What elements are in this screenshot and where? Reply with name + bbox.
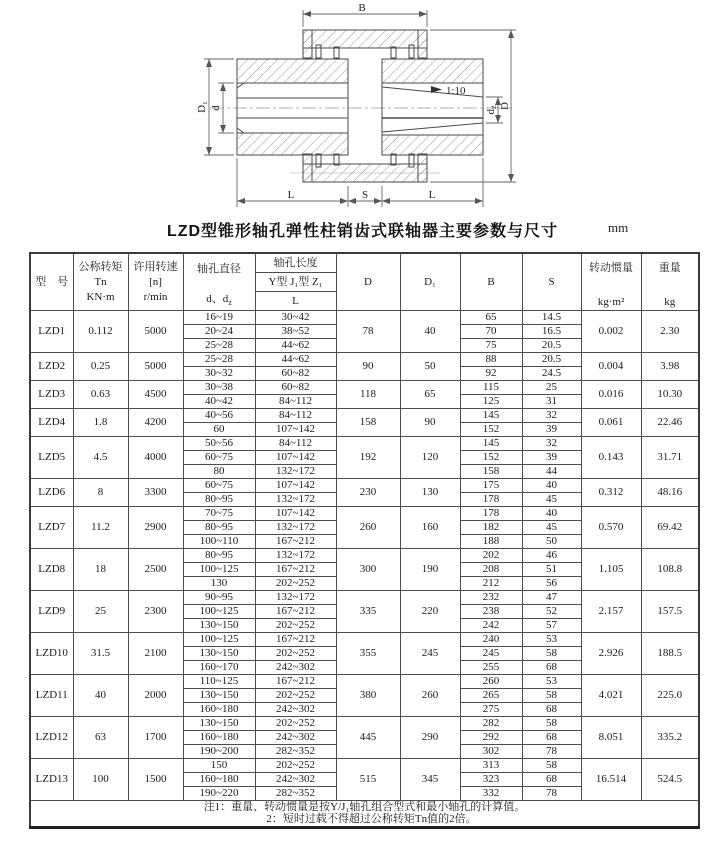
cell-inertia: 0.016 [581, 381, 641, 409]
cell-B: 175 [460, 479, 522, 493]
cell-bore-length: 242~302 [255, 731, 336, 745]
cell-inertia: 2.926 [581, 633, 641, 675]
cell-B: 202 [460, 549, 522, 563]
note-2: 2：短时过载不得超过公称转矩Tn值的2倍。 [266, 813, 477, 826]
cell-bore-length: 202~252 [255, 647, 336, 661]
cell-bore-length: 84~112 [255, 395, 336, 409]
cell-B: 70 [460, 325, 522, 339]
cell-D: 445 [336, 717, 400, 759]
cell-D: 355 [336, 633, 400, 675]
cell-speed: 5000 [128, 311, 183, 353]
cell-torque: 4.5 [73, 437, 128, 479]
title-row [0, 218, 725, 242]
cell-S: 52 [522, 605, 581, 619]
cell-bore-diameter: 160~180 [183, 703, 255, 717]
header-inertia: 转动惯量 kg·m² [581, 253, 641, 311]
table-notes [30, 801, 699, 828]
cell-bore-length: 132~172 [255, 521, 336, 535]
cell-S: 32 [522, 409, 581, 423]
table-row [30, 717, 699, 731]
cell-D: 230 [336, 479, 400, 507]
cell-bore-length: 84~112 [255, 409, 336, 423]
cell-bore-length: 132~172 [255, 493, 336, 507]
cell-bore-length: 167~212 [255, 563, 336, 577]
cell-torque: 25 [73, 591, 128, 633]
header-torque: 公称转矩 Tn KN·m [73, 253, 128, 311]
cell-weight: 48.16 [641, 479, 699, 507]
cell-D: 158 [336, 409, 400, 437]
cell-torque: 100 [73, 759, 128, 801]
cell-S: 56 [522, 577, 581, 591]
cell-bore-diameter: 60 [183, 423, 255, 437]
cell-B: 125 [460, 395, 522, 409]
cell-S: 68 [522, 731, 581, 745]
table-row [30, 633, 699, 647]
header-S: S [522, 253, 581, 311]
cell-S: 32 [522, 437, 581, 451]
cell-B: 242 [460, 619, 522, 633]
cell-torque: 1.8 [73, 409, 128, 437]
cell-inertia: 0.143 [581, 437, 641, 479]
cell-bore-diameter: 80~95 [183, 493, 255, 507]
cell-D: 118 [336, 381, 400, 409]
cell-S: 57 [522, 619, 581, 633]
cell-bore-length: 242~302 [255, 703, 336, 717]
cell-speed: 1700 [128, 717, 183, 759]
header-speed: 许用转速 [n] r/min [128, 253, 183, 311]
cell-inertia: 0.004 [581, 353, 641, 381]
cell-B: 188 [460, 535, 522, 549]
cell-B: 75 [460, 339, 522, 353]
cell-B: 152 [460, 423, 522, 437]
cell-weight: 69.42 [641, 507, 699, 549]
left-hub-hatch-bottom [237, 133, 348, 155]
cell-bore-length: 132~172 [255, 549, 336, 563]
table-row [30, 479, 699, 493]
top-sleeve [303, 30, 427, 48]
cell-S: 58 [522, 689, 581, 703]
cell-torque: 8 [73, 479, 128, 507]
cell-B: 152 [460, 451, 522, 465]
spec-table-wrap [29, 252, 700, 829]
cell-S: 45 [522, 521, 581, 535]
cell-model: LZD11 [30, 675, 73, 717]
cell-S: 53 [522, 633, 581, 647]
cell-bore-length: 107~142 [255, 507, 336, 521]
cell-D1: 220 [400, 591, 460, 633]
cell-bore-diameter: 80~95 [183, 521, 255, 535]
cell-S: 40 [522, 507, 581, 521]
cell-D: 380 [336, 675, 400, 717]
cell-speed: 1500 [128, 759, 183, 801]
cell-bore-diameter: 160~180 [183, 773, 255, 787]
cell-D1: 260 [400, 675, 460, 717]
cell-inertia: 16.514 [581, 759, 641, 801]
cell-bore-diameter: 100~125 [183, 563, 255, 577]
cell-B: 182 [460, 521, 522, 535]
top-sleeve-flange-right [418, 30, 427, 58]
table-row [30, 409, 699, 423]
cell-B: 240 [460, 633, 522, 647]
cell-D: 78 [336, 311, 400, 353]
cell-B: 265 [460, 689, 522, 703]
table-row [30, 675, 699, 689]
cell-B: 275 [460, 703, 522, 717]
cell-B: 178 [460, 493, 522, 507]
cell-torque: 0.25 [73, 353, 128, 381]
cell-S: 20.5 [522, 339, 581, 353]
cell-D1: 160 [400, 507, 460, 549]
cell-torque: 0.112 [73, 311, 128, 353]
table-row [30, 311, 699, 325]
cell-D1: 90 [400, 409, 460, 437]
cell-bore-diameter: 80~95 [183, 549, 255, 563]
cell-weight: 10.30 [641, 381, 699, 409]
cell-torque: 0.63 [73, 381, 128, 409]
cell-D1: 345 [400, 759, 460, 801]
cell-S: 68 [522, 703, 581, 717]
cell-bore-diameter: 100~110 [183, 535, 255, 549]
cell-S: 24.5 [522, 367, 581, 381]
cell-bore-diameter: 160~170 [183, 661, 255, 675]
table-row [30, 381, 699, 395]
cell-B: 88 [460, 353, 522, 367]
dim-label-B: B [358, 2, 366, 14]
cell-S: 68 [522, 661, 581, 675]
cell-bore-diameter: 20~24 [183, 325, 255, 339]
taper-annotation [431, 85, 466, 97]
cell-weight: 2.30 [641, 311, 699, 353]
left-chamfer-bottom [237, 128, 244, 133]
cell-inertia: 4.021 [581, 675, 641, 717]
bottom-sleeve-flange-left [303, 154, 312, 182]
cell-model: LZD12 [30, 717, 73, 759]
cell-bore-length: 202~252 [255, 717, 336, 731]
cell-model: LZD4 [30, 409, 73, 437]
dim-label-d: d [210, 105, 222, 111]
cell-D: 515 [336, 759, 400, 801]
cell-bore-length: 167~212 [255, 633, 336, 647]
cell-S: 78 [522, 787, 581, 801]
cell-bore-diameter: 130~150 [183, 717, 255, 731]
cell-bore-length: 132~172 [255, 465, 336, 479]
cell-bore-diameter: 100~125 [183, 605, 255, 619]
notes-row [30, 801, 699, 828]
cell-speed: 2100 [128, 633, 183, 675]
cell-model: LZD3 [30, 381, 73, 409]
cell-speed: 2900 [128, 507, 183, 549]
cell-D1: 130 [400, 479, 460, 507]
cell-bore-diameter: 50~56 [183, 437, 255, 451]
bottom-sleeve [303, 164, 427, 182]
cell-S: 31 [522, 395, 581, 409]
cell-model: LZD13 [30, 759, 73, 801]
cell-D: 300 [336, 549, 400, 591]
cell-bore-length: 167~212 [255, 605, 336, 619]
cell-B: 145 [460, 409, 522, 423]
cell-bore-diameter: 130~150 [183, 689, 255, 703]
coupling-body [237, 30, 483, 182]
cell-B: 238 [460, 605, 522, 619]
cell-S: 39 [522, 423, 581, 437]
bottom-sleeve-flange-right [418, 154, 427, 182]
header-D: D [336, 253, 400, 311]
cell-bore-length: 282~352 [255, 745, 336, 759]
table-body [30, 311, 699, 801]
cell-speed: 2300 [128, 591, 183, 633]
cell-inertia: 0.312 [581, 479, 641, 507]
left-chamfer-top [237, 83, 244, 88]
cell-S: 53 [522, 675, 581, 689]
cell-bore-diameter: 60~75 [183, 451, 255, 465]
cell-D1: 190 [400, 549, 460, 591]
pin [391, 47, 396, 58]
cell-D1: 65 [400, 381, 460, 409]
cell-bore-diameter: 190~200 [183, 745, 255, 759]
header-bore-diameter: 轴孔直径 d、$d_z$ [183, 253, 255, 311]
left-hub-hatch-top [237, 59, 348, 83]
cell-bore-diameter: 150 [183, 759, 255, 773]
cell-weight: 335.2 [641, 717, 699, 759]
cell-B: 145 [460, 437, 522, 451]
cell-bore-length: 202~252 [255, 577, 336, 591]
right-hub-hatch-top [382, 59, 483, 83]
cell-bore-diameter: 130~150 [183, 619, 255, 633]
cell-bore-length: 84~112 [255, 437, 336, 451]
dim-label-L-right: L [428, 189, 436, 201]
cell-inertia: 0.061 [581, 409, 641, 437]
right-hub-hatch-bottom [382, 135, 483, 155]
notes-cell [30, 801, 699, 828]
cell-D1: 120 [400, 437, 460, 479]
cell-bore-length: 44~62 [255, 353, 336, 367]
cell-bore-length: 30~42 [255, 311, 336, 325]
cell-B: 92 [460, 367, 522, 381]
dim-label-dz: dz [485, 105, 498, 115]
cell-S: 44 [522, 465, 581, 479]
cell-bore-length: 242~302 [255, 661, 336, 675]
cell-bore-diameter: 60~75 [183, 479, 255, 493]
cell-bore-diameter: 70~75 [183, 507, 255, 521]
cell-S: 40 [522, 479, 581, 493]
cell-S: 14.5 [522, 311, 581, 325]
cell-S: 20.5 [522, 353, 581, 367]
cell-weight: 31.71 [641, 437, 699, 479]
cell-B: 313 [460, 759, 522, 773]
cell-weight: 524.5 [641, 759, 699, 801]
cell-B: 323 [460, 773, 522, 787]
pin [334, 154, 339, 165]
cell-B: 212 [460, 577, 522, 591]
cell-weight: 22.46 [641, 409, 699, 437]
unit-label: mm [608, 220, 629, 235]
table-row [30, 437, 699, 451]
cell-bore-diameter: 130 [183, 577, 255, 591]
cell-B: 245 [460, 647, 522, 661]
cell-S: 39 [522, 451, 581, 465]
cell-bore-length: 44~62 [255, 339, 336, 353]
pin [334, 47, 339, 58]
cell-S: 47 [522, 591, 581, 605]
cell-D: 192 [336, 437, 400, 479]
technical-drawing [0, 0, 725, 215]
cell-torque: 31.5 [73, 633, 128, 675]
cell-weight: 188.5 [641, 633, 699, 675]
cell-bore-diameter: 40~56 [183, 409, 255, 423]
cell-bore-length: 202~252 [255, 619, 336, 633]
cell-weight: 3.98 [641, 353, 699, 381]
page-title: LZD型锥形轴孔弹性柱销齿式联轴器主要参数与尺寸 [166, 223, 559, 240]
cell-B: 65 [460, 311, 522, 325]
cell-B: 115 [460, 381, 522, 395]
cell-bore-length: 202~252 [255, 759, 336, 773]
cell-torque: 40 [73, 675, 128, 717]
cell-D1: 40 [400, 311, 460, 353]
cell-bore-diameter: 190~220 [183, 787, 255, 801]
spec-table [29, 252, 700, 829]
cell-model: LZD6 [30, 479, 73, 507]
cell-model: LZD2 [30, 353, 73, 381]
cell-model: LZD1 [30, 311, 73, 353]
cell-model: LZD7 [30, 507, 73, 549]
cell-speed: 2500 [128, 549, 183, 591]
cell-D1: 290 [400, 717, 460, 759]
cell-inertia: 8.051 [581, 717, 641, 759]
cell-bore-length: 60~82 [255, 367, 336, 381]
cell-B: 255 [460, 661, 522, 675]
cell-model: LZD10 [30, 633, 73, 675]
cell-inertia: 0.002 [581, 311, 641, 353]
cell-torque: 18 [73, 549, 128, 591]
cell-B: 178 [460, 507, 522, 521]
cell-bore-length: 107~142 [255, 423, 336, 437]
cell-S: 58 [522, 717, 581, 731]
cell-B: 260 [460, 675, 522, 689]
header-weight: 重量 kg [641, 253, 699, 311]
cell-bore-length: 107~142 [255, 451, 336, 465]
cell-model: LZD5 [30, 437, 73, 479]
cell-D: 90 [336, 353, 400, 381]
cell-B: 158 [460, 465, 522, 479]
cell-S: 46 [522, 549, 581, 563]
cell-bore-diameter: 30~32 [183, 367, 255, 381]
cell-bore-diameter: 110~125 [183, 675, 255, 689]
cell-bore-diameter: 40~42 [183, 395, 255, 409]
cell-speed: 5000 [128, 353, 183, 381]
cell-torque: 11.2 [73, 507, 128, 549]
cell-B: 208 [460, 563, 522, 577]
pin [391, 154, 396, 165]
cell-speed: 4500 [128, 381, 183, 409]
cell-weight: 157.5 [641, 591, 699, 633]
cell-bore-diameter: 160~180 [183, 731, 255, 745]
table-row [30, 507, 699, 521]
cell-bore-length: 38~52 [255, 325, 336, 339]
note-1: 注1：重量、转动惯量是按Y/J₁轴孔组合型式和最小轴孔的计算值。 [203, 801, 526, 813]
table-header [30, 253, 699, 311]
taper-label: 1:10 [446, 85, 466, 97]
cell-speed: 4200 [128, 409, 183, 437]
cell-bore-length: 167~212 [255, 675, 336, 689]
cell-B: 332 [460, 787, 522, 801]
cell-inertia: 0.570 [581, 507, 641, 549]
cell-B: 232 [460, 591, 522, 605]
cell-D1: 245 [400, 633, 460, 675]
cell-speed: 4000 [128, 437, 183, 479]
cell-inertia: 2.157 [581, 591, 641, 633]
cell-bore-length: 282~352 [255, 787, 336, 801]
dim-label-D1: D₁ [196, 101, 208, 113]
cell-S: 50 [522, 535, 581, 549]
cell-bore-diameter: 130~150 [183, 647, 255, 661]
header-D1: D₁ [400, 253, 460, 311]
cell-B: 282 [460, 717, 522, 731]
table-row [30, 591, 699, 605]
dim-label-S: S [361, 189, 369, 201]
header-bore-length: 轴孔长度 Y型 J₁型 Z₁ L [255, 253, 336, 311]
cell-bore-diameter: 16~19 [183, 311, 255, 325]
header-model: 型 号 [30, 253, 73, 311]
cell-weight: 108.8 [641, 549, 699, 591]
cell-inertia: 1.105 [581, 549, 641, 591]
cell-model: LZD9 [30, 591, 73, 633]
taper-bore-bottom [382, 123, 483, 132]
cell-B: 302 [460, 745, 522, 759]
cell-bore-length: 167~212 [255, 535, 336, 549]
cell-S: 25 [522, 381, 581, 395]
cell-bore-diameter: 25~28 [183, 353, 255, 367]
dim-label-L-left: L [287, 189, 295, 201]
cell-S: 78 [522, 745, 581, 759]
cell-bore-diameter: 90~95 [183, 591, 255, 605]
coupling-section-drawing [0, 0, 725, 215]
cell-B: 292 [460, 731, 522, 745]
top-sleeve-flange-left [303, 30, 312, 58]
cell-bore-length: 202~252 [255, 689, 336, 703]
table-row [30, 549, 699, 563]
cell-D: 335 [336, 591, 400, 633]
cell-S: 58 [522, 759, 581, 773]
cell-S: 58 [522, 647, 581, 661]
cell-D: 260 [336, 507, 400, 549]
cell-bore-diameter: 30~38 [183, 381, 255, 395]
cell-speed: 2000 [128, 675, 183, 717]
table-row [30, 353, 699, 367]
cell-S: 68 [522, 773, 581, 787]
cell-S: 45 [522, 493, 581, 507]
cell-bore-diameter: 80 [183, 465, 255, 479]
table-row [30, 759, 699, 773]
cell-bore-length: 107~142 [255, 479, 336, 493]
cell-bore-length: 132~172 [255, 591, 336, 605]
cell-bore-length: 242~302 [255, 773, 336, 787]
cell-weight: 225.0 [641, 675, 699, 717]
cell-model: LZD8 [30, 549, 73, 591]
cell-bore-diameter: 100~125 [183, 633, 255, 647]
header-B: B [460, 253, 522, 311]
cell-bore-diameter: 25~28 [183, 339, 255, 353]
cell-S: 51 [522, 563, 581, 577]
cell-S: 16.5 [522, 325, 581, 339]
dim-label-D: D [499, 102, 511, 110]
cell-speed: 3300 [128, 479, 183, 507]
cell-bore-length: 60~82 [255, 381, 336, 395]
cell-torque: 63 [73, 717, 128, 759]
cell-D1: 50 [400, 353, 460, 381]
